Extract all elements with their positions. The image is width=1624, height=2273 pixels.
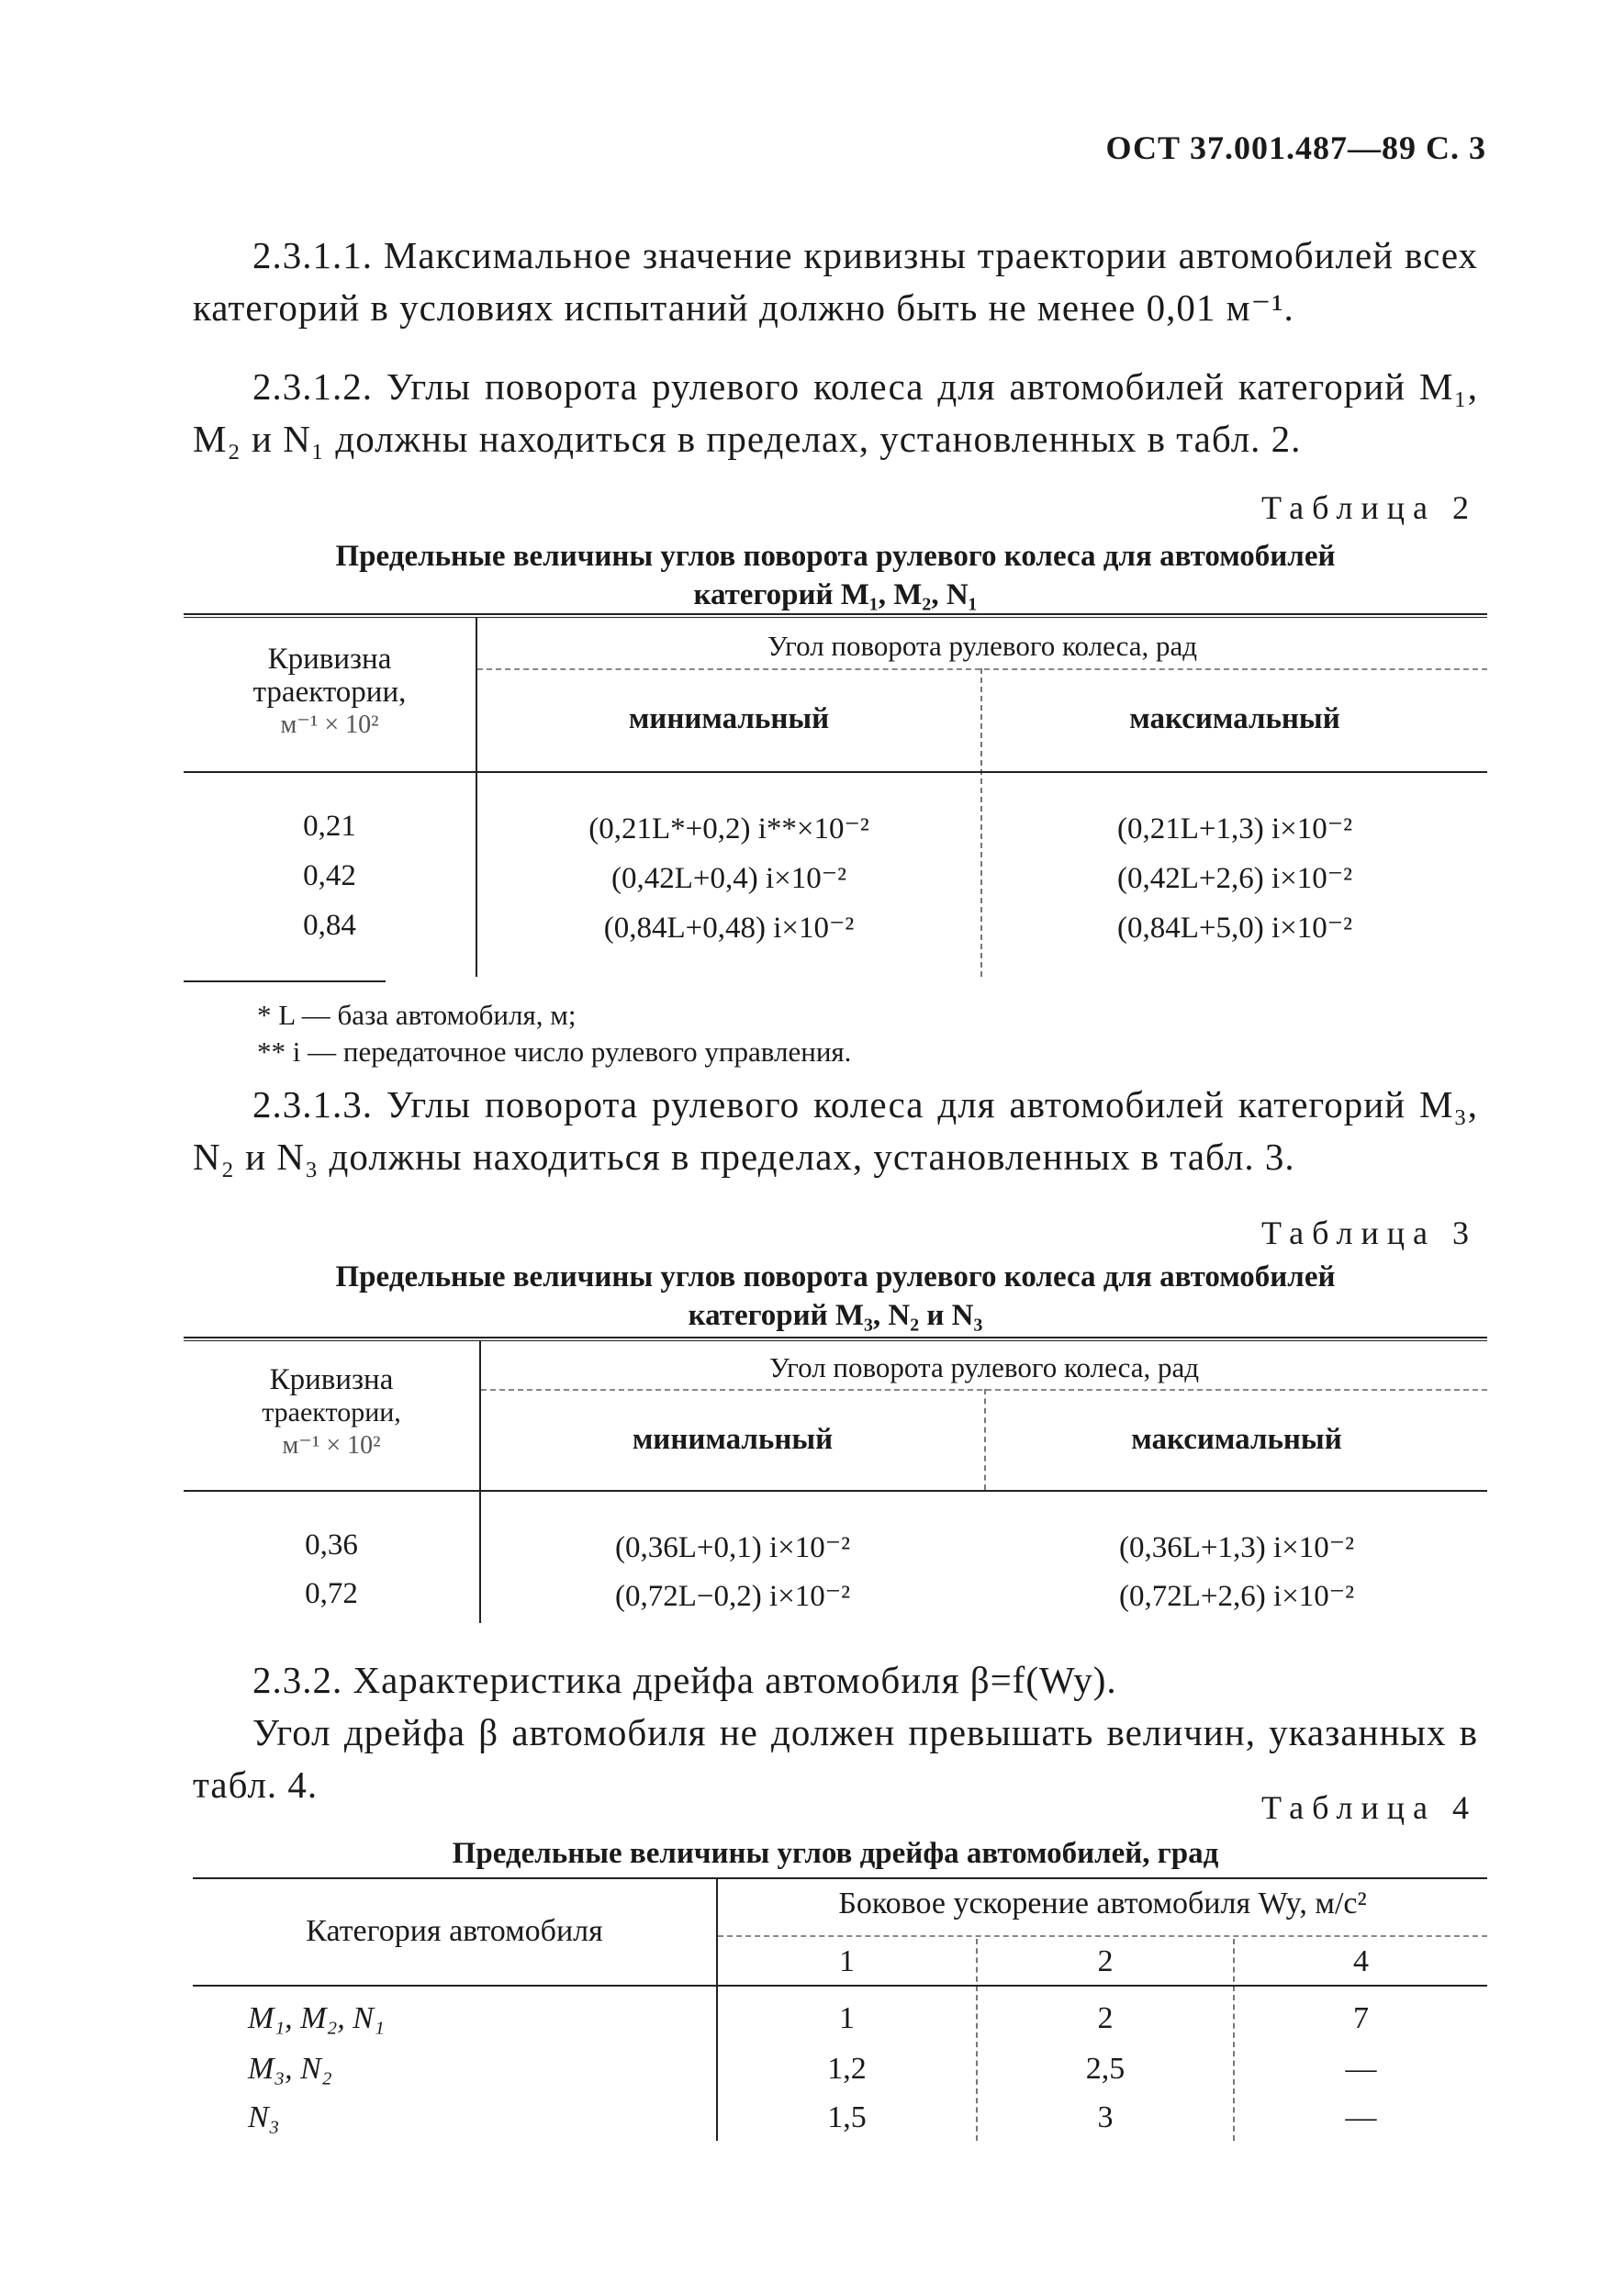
table-4-label: Таблица 4 xyxy=(1261,1789,1477,1826)
table-2-row-2-max: (0,42L+2,6) i×10⁻² xyxy=(1116,862,1353,895)
table-4-row-2-v1: 1,2 xyxy=(827,2052,867,2086)
table-2-row-2-curv: 0,42 xyxy=(303,859,356,892)
table-4-row-2-category: M₃, N₂ xyxy=(248,2052,332,2086)
table-2-caption xyxy=(184,537,1487,614)
table-2-col-curvature: Кривизна траектории, м⁻¹ × 10² xyxy=(252,643,407,739)
table-2-top-rule xyxy=(184,613,1487,615)
table-3-row-1-curv: 0,36 xyxy=(305,1528,358,1562)
table-3-top-rule-double xyxy=(184,1340,1487,1341)
table-3-group-header: Угол поворота рулевого колеса, рад xyxy=(768,1351,1200,1383)
table-4-row-1-v2: 2 xyxy=(1097,2001,1114,2035)
table-4-row-3-v1: 1,5 xyxy=(827,2100,867,2134)
table-2-footnote-rule xyxy=(184,980,386,982)
table-4-subcol-2: 2 xyxy=(1097,1944,1114,1978)
table-3-top-rule xyxy=(184,1337,1487,1338)
table-4-subcol-3: 4 xyxy=(1353,1944,1369,1978)
table-3-caption xyxy=(184,1258,1487,1335)
table-3-col-max: максимальный xyxy=(1131,1423,1342,1456)
table-2-note-1: * L — база автомобиля, м; xyxy=(257,999,577,1031)
table-2-row-1-max: (0,21L+1,3) i×10⁻² xyxy=(1116,812,1353,845)
table-2-col-max: максимальный xyxy=(1129,702,1340,735)
table-2-row-2-min: (0,42L+0,4) i×10⁻² xyxy=(610,862,847,895)
page-header: ОСТ 37.001.487—89 С. 3 xyxy=(1105,129,1486,166)
table-2-caption-line1: Предельные величины углов поворота рулевого колеса для автомобилей xyxy=(335,540,1336,573)
table-4-row-3-v4: — xyxy=(1345,2100,1377,2134)
table-4-row-2-v2: 2,5 xyxy=(1085,2052,1126,2086)
table-2-row-3-min: (0,84L+0,48) i×10⁻² xyxy=(603,912,855,945)
table-4-row-1-v1: 1 xyxy=(839,2001,855,2035)
table-2-col-min: минимальный xyxy=(628,702,830,735)
table-2-row-3-curv: 0,84 xyxy=(303,909,356,942)
table-3-row-1-max: (0,36L+1,3) i×10⁻² xyxy=(1118,1531,1355,1564)
paragraph-2-3-1-3: 2.3.1.3. Углы поворота рулевого колеса для автомобилей категорий M₃, N₂ и N₃ должны находиться в пределах, установленных в табл. 3. xyxy=(193,1083,1478,1178)
table-3-col-curvature: Кривизна траектории, м⁻¹ × 10² xyxy=(262,1363,401,1460)
table-4-subcol-1: 1 xyxy=(839,1944,855,1978)
table-2-row-3-max: (0,84L+5,0) i×10⁻² xyxy=(1116,912,1353,945)
paragraph-2-3-1-1: 2.3.1.1. Максимальное значение кривизны траектории автомобилей всех категорий в условиях испытаний должно быть не менее 0,01 м⁻¹. xyxy=(193,234,1478,329)
paragraph-2-3-2-b: Угол дрейфа β автомобиля не должен превышать величин, указанных в табл. 4. xyxy=(193,1711,1478,1806)
table-3-caption-line2: категорий M₃, N₂ и N₃ xyxy=(688,1299,983,1332)
table-4-group-header: Боковое ускорение автомобиля Wy, м/с² xyxy=(838,1887,1367,1920)
table-2-caption-line2: категорий M₁, M₂, N₁ xyxy=(693,578,978,611)
table-4-row-1-v4: 7 xyxy=(1353,2001,1369,2035)
table-4-top-rule xyxy=(193,1877,1487,1879)
table-3-caption-line1: Предельные величины углов поворота рулевого колеса для автомобилей xyxy=(335,1260,1336,1293)
table-4-row-3-category: N₃ xyxy=(248,2100,280,2134)
table-2-top-rule-double xyxy=(184,617,1487,618)
table-2-group-rule xyxy=(477,668,1487,670)
table-4-row-1-category: M₁, M₂, N₁ xyxy=(248,2001,385,2035)
table-4-row-2-v4: — xyxy=(1345,2052,1377,2086)
table-4-group-rule xyxy=(718,1935,1487,1937)
table-3-row-2-max: (0,72L+2,6) i×10⁻² xyxy=(1118,1580,1355,1613)
table-3-row-2-min: (0,72L−0,2) i×10⁻² xyxy=(614,1580,851,1613)
table-2-label: Таблица 2 xyxy=(1261,489,1477,526)
paragraph-2-3-1-2: 2.3.1.2. Углы поворота рулевого колеса для автомобилей категорий M₁, M₂ и N₁ должны находиться в пределах, установленных в табл. 2. xyxy=(193,365,1478,460)
table-2-row-1-min: (0,21L*+0,2) i**×10⁻² xyxy=(588,812,869,845)
table-3-group-rule xyxy=(481,1389,1487,1391)
table-3-col-min: минимальный xyxy=(632,1423,834,1456)
table-3-label: Таблица 3 xyxy=(1261,1215,1477,1251)
table-4-caption: Предельные величины углов дрейфа автомобилей, град xyxy=(452,1837,1219,1870)
table-2-header-rule xyxy=(184,771,1487,773)
table-4-header-rule xyxy=(193,1985,1487,1987)
paragraph-2-3-2: 2.3.2. Характеристика дрейфа автомобиля β=f(Wy). xyxy=(252,1659,1117,1701)
table-2-note-2: ** i — передаточное число рулевого управления. xyxy=(257,1036,852,1068)
table-3-header-rule xyxy=(184,1490,1487,1492)
table-2-row-1-curv: 0,21 xyxy=(303,810,356,843)
table-4-row-3-v2: 3 xyxy=(1097,2100,1114,2134)
table-3-row-2-curv: 0,72 xyxy=(305,1577,358,1610)
table-4-col-category: Категория автомобиля xyxy=(306,1914,603,1948)
table-3-row-1-min: (0,36L+0,1) i×10⁻² xyxy=(614,1531,851,1564)
table-2-group-header: Угол поворота рулевого колеса, рад xyxy=(767,630,1198,662)
